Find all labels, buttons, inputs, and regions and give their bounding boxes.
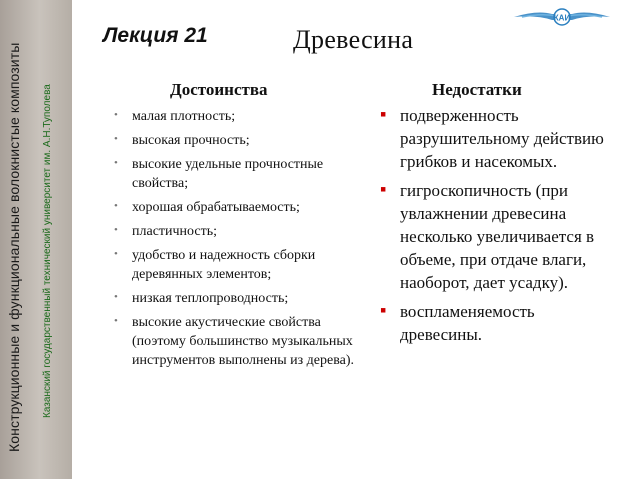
bullet-icon: • [114,200,118,212]
logo-text: КАИ [553,13,571,23]
disadvantage-text: воспламеняемость древесины. [400,302,535,344]
list-item [112,289,357,308]
list-item [112,246,357,284]
list-item [112,131,357,150]
advantage-text: малая плотность; [132,109,236,124]
list-item [378,300,618,346]
bullet-icon: • [114,291,118,303]
advantage-text: высокие акустические свойства (поэтому большинство музыкальных инструментов выполнены из дерева). [132,315,355,368]
advantage-text: хорошая обрабатываемость; [132,200,300,215]
list-item [112,313,357,370]
list-item [378,104,618,173]
bullet-icon: • [114,157,118,169]
sidebar-university-name: Казанский государственный технический университет им. А.Н.Туполева [42,84,53,418]
lecture-number: Лекция 21 [103,24,208,47]
advantage-text: высокая прочность; [132,133,250,148]
list-item [112,222,357,241]
advantages-heading: Достоинства [170,80,268,99]
bullet-icon: • [114,133,118,145]
advantage-text: высокие удельные прочностные свойства; [132,157,324,191]
university-logo [512,2,612,32]
advantages-list [112,107,357,375]
list-item [112,107,357,126]
page-title: Древесина [293,25,414,54]
bullet-icon: • [114,224,118,236]
bullet-icon: • [114,248,118,260]
bullet-icon: ▪ [380,300,387,320]
advantage-text: низкая теплопроводность; [132,291,289,306]
advantage-text: удобство и надежность сборки деревянных элементов; [132,248,316,282]
sidebar-band [0,0,72,479]
disadvantages-list [378,104,618,352]
list-item [112,198,357,217]
disadvantages-heading: Недостатки [432,80,522,99]
bullet-icon: ▪ [380,179,387,199]
disadvantage-text: гигроскопичность (при увлажнении древесина несколько увеличивается в объеме, при отдаче влаги, наоборот, дает усадку). [400,181,595,292]
bullet-icon: • [114,315,118,327]
list-item [378,179,618,294]
bullet-icon: • [114,109,118,121]
list-item [112,155,357,193]
disadvantage-text: подверженность разрушительному действию грибков и насекомых. [400,106,604,171]
sidebar-course-title: Конструкционные и функциональные волокнистые композиты [6,42,22,452]
advantage-text: пластичность; [132,224,218,239]
bullet-icon: ▪ [380,104,387,124]
